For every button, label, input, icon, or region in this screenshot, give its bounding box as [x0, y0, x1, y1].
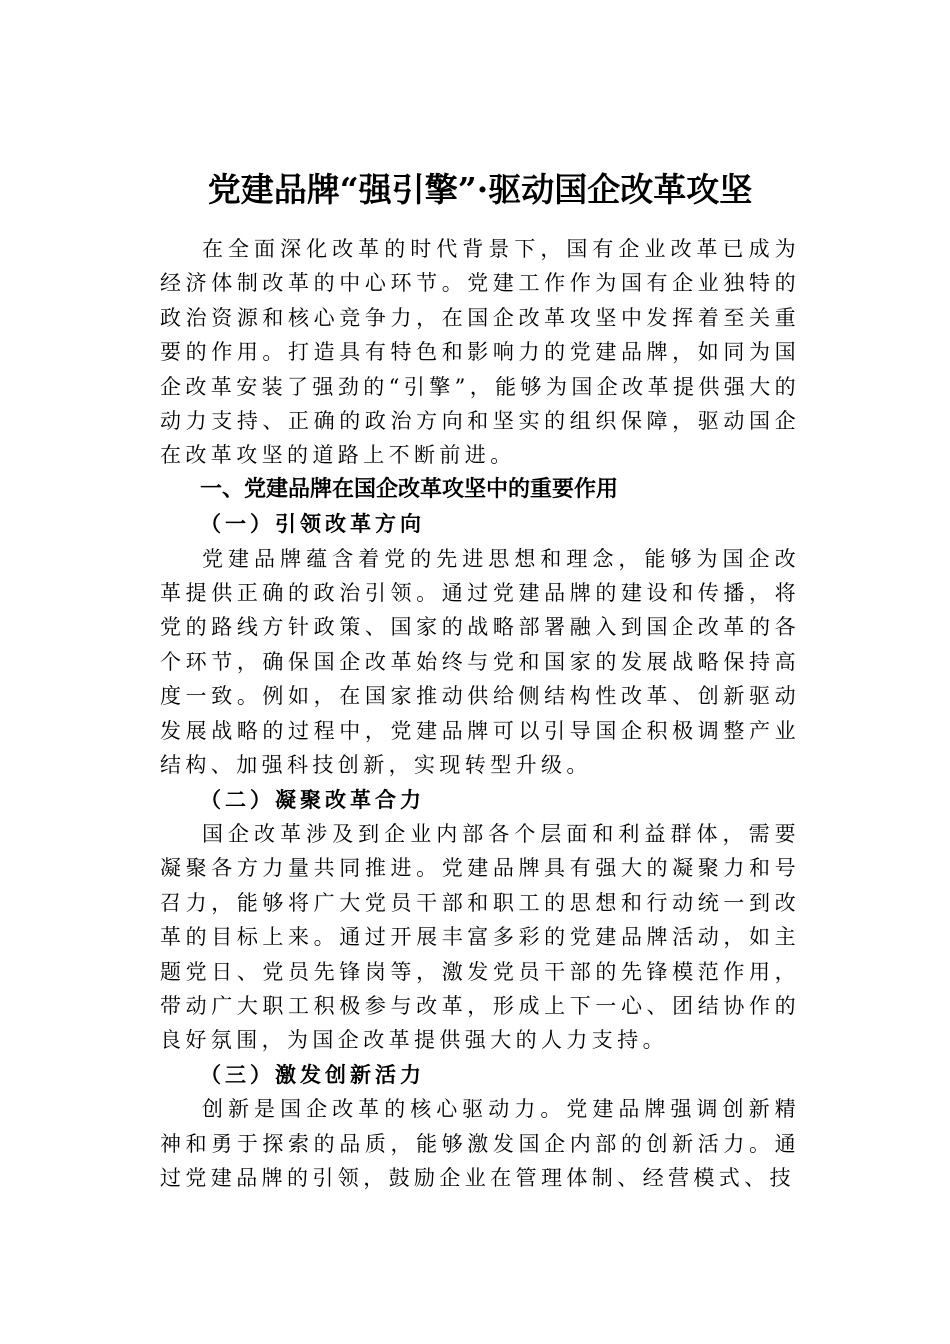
section-1-heading: 一、党建品牌在国企改革攻坚中的重要作用: [200, 476, 619, 502]
subsection-2-heading: （二）凝聚改革合力: [200, 786, 425, 812]
subsection-1-paragraph: 党建品牌蕴含着党的先进思想和理念，能够为国企改革提供正确的政治引领。通过党建品牌的建设和传播，将党的路线方针政策、国家的战略部署融入到国企改革的各个环节，确保国企改革始终与党和国家的发展战略保持高度一致。例如，在国家推动供给侧结构性改革、创新驱动发展战略的过程中，党建品牌可以引导国企积极调整产业结构、加强科技创新，实现转型升级。: [160, 546, 800, 778]
document-page: [160, 150, 800, 1195]
subsection-2-paragraph: 国企改革涉及到企业内部各个层面和利益群体，需要凝聚各方力量共同推进。党建品牌具有强大的凝聚力和号召力，能够将广大党员干部和职工的思想和行动统一到改革的目标上来。通过开展丰富多彩的党建品牌活动，如主题党日、党员先锋岗等，激发党员干部的先锋模范作用，带动广大职工积极参与改革，形成上下一心、团结协作的良好氛围，为国企改革提供强大的人力支持。: [160, 821, 800, 1053]
intro-paragraph: 在全面深化改革的时代背景下，国有企业改革已成为经济体制改革的中心环节。党建工作作为国有企业独特的政治资源和核心竞争力，在国企改革攻坚中发挥着至关重要的作用。打造具有特色和影响力的党建品牌，如同为国企改革安装了强劲的“引擎”，能够为国企改革提供强大的动力支持、正确的政治方向和坚实的组织保障，驱动国企在改革攻坚的道路上不断前进。: [160, 237, 800, 468]
document-title: 党建品牌“强引擎”·驱动国企改革攻坚: [207, 170, 753, 209]
subsection-3-heading: （三）激发创新活力: [200, 1061, 425, 1087]
subsection-3-paragraph: 创新是国企改革的核心驱动力。党建品牌强调创新精神和勇于探索的品质，能够激发国企内部的创新活力。通过党建品牌的引领，鼓励企业在管理体制、经营模式、技: [160, 1097, 800, 1190]
subsection-1-heading: （一）引领改革方向: [200, 511, 425, 537]
